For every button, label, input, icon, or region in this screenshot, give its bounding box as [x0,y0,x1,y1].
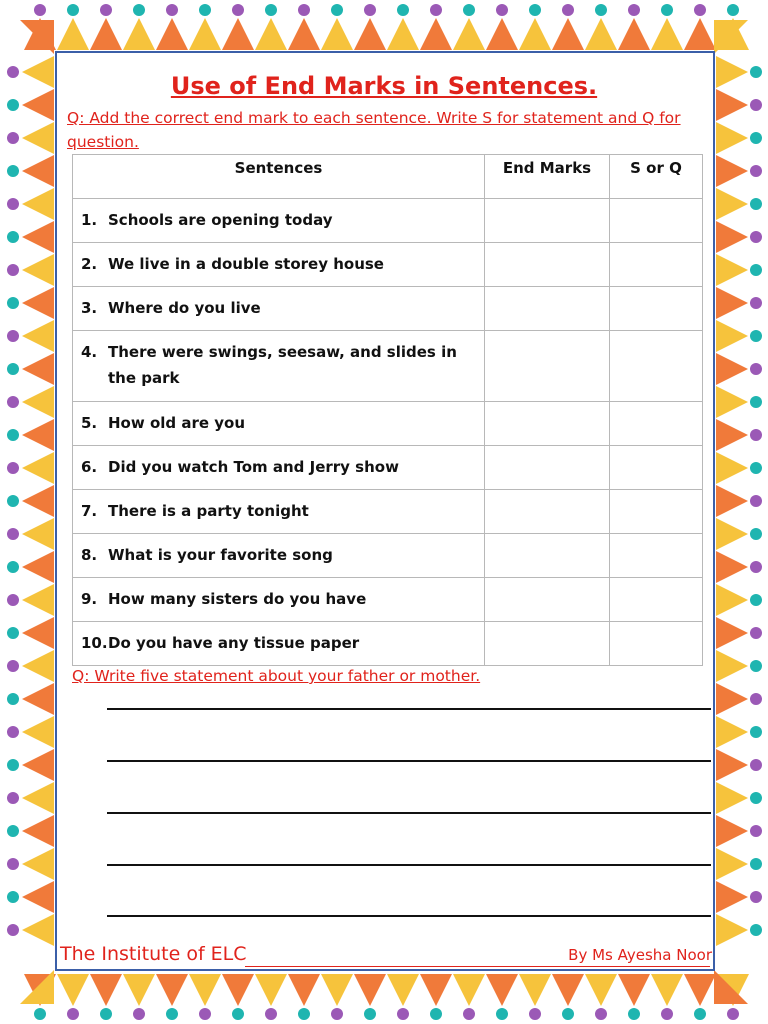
sentence-number: 6. [81,458,98,476]
border-dot [67,4,79,16]
border-dot [750,132,762,144]
border-dot [430,4,442,16]
sentence-cell [73,243,485,287]
border-dot [7,627,19,639]
border-flag [486,18,518,50]
border-flag [156,18,188,50]
border-flag [22,782,54,814]
border-flag [22,254,54,286]
border-dot [166,1008,178,1020]
border-dot [750,726,762,738]
border-flag [453,974,485,1006]
sentence-number: 7. [81,502,98,520]
border-flag [716,254,748,286]
border-dot [661,1008,673,1020]
border-flag [22,518,54,550]
writing-line[interactable] [107,864,711,866]
border-dot [67,1008,79,1020]
end-mark-answer-cell[interactable] [485,402,610,446]
question-two: Q: Write five statement about your father or mother. [72,667,481,685]
border-dot [750,891,762,903]
border-dot [595,1008,607,1020]
border-dot [694,1008,706,1020]
border-flag [288,974,320,1006]
border-flag [618,974,650,1006]
border-dot [529,4,541,16]
border-dot [750,297,762,309]
writing-line[interactable] [107,708,711,710]
s-or-q-answer-cell[interactable] [610,490,703,534]
border-dot [7,891,19,903]
border-dot [750,165,762,177]
border-dot [298,4,310,16]
border-flag [684,18,716,50]
border-flag [321,18,353,50]
border-flag [716,188,748,220]
border-flag [716,815,748,847]
border-dot [265,4,277,16]
border-flag [716,848,748,880]
border-flag [22,551,54,583]
writing-line[interactable] [107,812,711,814]
border-dot [7,462,19,474]
border-dot [199,4,211,16]
border-dot [7,132,19,144]
border-dot [750,561,762,573]
border-dot [595,4,607,16]
border-flag [22,353,54,385]
border-dot [7,825,19,837]
border-flag [22,419,54,451]
border-dot [7,561,19,573]
sentence-cell [73,287,485,331]
border-flag [716,320,748,352]
border-flag [255,974,287,1006]
border-dot [750,627,762,639]
border-dot [750,660,762,672]
table-row [73,199,703,243]
sentence-cell [73,199,485,243]
border-flag [22,452,54,484]
border-flag [123,18,155,50]
border-flag [354,18,386,50]
border-dot [7,198,19,210]
border-flag [716,386,748,418]
border-dot [397,4,409,16]
border-dot [750,495,762,507]
border-dot [34,4,46,16]
border-flag [255,18,287,50]
border-flag [552,18,584,50]
border-dot [661,4,673,16]
s-or-q-answer-cell[interactable] [610,199,703,243]
border-flag [22,749,54,781]
border-dot [100,4,112,16]
border-flag [22,848,54,880]
s-or-q-answer-cell[interactable] [610,578,703,622]
border-dot [750,231,762,243]
border-flag [354,974,386,1006]
end-mark-answer-cell[interactable] [485,490,610,534]
header-end-marks: End Marks [485,155,610,199]
writing-line[interactable] [107,760,711,762]
end-mark-answer-cell[interactable] [485,331,610,402]
border-flag [716,452,748,484]
end-mark-answer-cell[interactable] [485,534,610,578]
border-flag [22,584,54,616]
border-dot [694,4,706,16]
border-dot [562,1008,574,1020]
border-dot [364,1008,376,1020]
border-dot [7,297,19,309]
border-flag [716,617,748,649]
border-flag [22,485,54,517]
border-dot [364,4,376,16]
sentence-text: How many sisters do you have [108,590,367,608]
border-dot [331,1008,343,1020]
s-or-q-answer-cell[interactable] [610,331,703,402]
border-dot [34,1008,46,1020]
border-flag [552,974,584,1006]
end-mark-answer-cell[interactable] [485,446,610,490]
border-flag [90,974,122,1006]
border-dot [463,4,475,16]
table-row [73,287,703,331]
sentence-text: There is a party tonight [108,502,309,520]
border-dot [628,4,640,16]
border-flag [22,155,54,187]
border-dot [199,1008,211,1020]
border-flag [716,914,748,946]
sentence-cell [73,622,485,666]
sentence-cell [73,331,485,402]
end-mark-answer-cell[interactable] [485,622,610,666]
s-or-q-answer-cell[interactable] [610,534,703,578]
sentence-number: 5. [81,414,98,432]
s-or-q-answer-cell[interactable] [610,622,703,666]
border-flag [22,617,54,649]
border-flag [288,18,320,50]
border-flag [22,386,54,418]
sentence-cell [73,578,485,622]
border-dot [496,4,508,16]
border-dot [397,1008,409,1020]
sentence-number: 9. [81,590,98,608]
border-flag [22,320,54,352]
border-flag [716,716,748,748]
border-dot [750,528,762,540]
border-flag [387,974,419,1006]
border-dot [7,264,19,276]
border-flag [22,716,54,748]
table-row [73,446,703,490]
border-flag [716,353,748,385]
border-dot [727,4,739,16]
border-flag [22,815,54,847]
sentence-text: Do you have any tissue paper [108,634,360,652]
border-dot [7,693,19,705]
border-dot [496,1008,508,1020]
border-flag [22,683,54,715]
sentence-text: Schools are opening today [108,211,333,229]
border-dot [750,363,762,375]
s-or-q-answer-cell[interactable] [610,402,703,446]
sentence-number: 1. [81,211,98,229]
border-flag [90,18,122,50]
border-dot [7,660,19,672]
border-dot [331,4,343,16]
border-dot [750,99,762,111]
border-dot [750,759,762,771]
s-or-q-answer-cell[interactable] [610,243,703,287]
border-flag [22,287,54,319]
sentence-text: What is your favorite song [108,546,333,564]
border-flag [684,974,716,1006]
border-flag [716,584,748,616]
border-flag [156,974,188,1006]
border-flag [585,974,617,1006]
header-sentences: Sentences [73,155,485,199]
end-mark-answer-cell[interactable] [485,578,610,622]
border-dot [750,594,762,606]
border-flag [222,974,254,1006]
page-title: Use of End Marks in Sentences. [170,72,598,100]
border-dot [298,1008,310,1020]
border-dot [750,429,762,441]
border-dot [750,330,762,342]
footer-institute: The Institute of ELC [60,943,247,965]
border-dot [750,396,762,408]
border-flag [716,881,748,913]
table-row [73,243,703,287]
border-flag [716,155,748,187]
border-flag [22,188,54,220]
border-dot [750,198,762,210]
table-row [73,490,703,534]
sentence-number: 8. [81,546,98,564]
border-flag [519,974,551,1006]
border-flag [716,122,748,154]
border-flag [716,221,748,253]
end-mark-answer-cell[interactable] [485,287,610,331]
border-flag [22,650,54,682]
border-dot [7,858,19,870]
border-dot [232,1008,244,1020]
sentence-cell [73,402,485,446]
border-flag [716,782,748,814]
border-dot [628,1008,640,1020]
border-flag [716,683,748,715]
border-flag [189,974,221,1006]
border-flag [585,18,617,50]
border-flag [123,974,155,1006]
end-mark-answer-cell[interactable] [485,199,610,243]
table-row [73,402,703,446]
border-flag [716,485,748,517]
border-dot [7,495,19,507]
sentence-text: Did you watch Tom and Jerry show [108,458,399,476]
border-flag [222,18,254,50]
s-or-q-answer-cell[interactable] [610,287,703,331]
border-dot [7,726,19,738]
header-s-or-q: S or Q [610,155,703,199]
border-flag [57,974,89,1006]
border-dot [529,1008,541,1020]
sentences-table [72,154,703,666]
sentence-text: Where do you live [108,299,261,317]
border-dot [750,693,762,705]
sentence-text: We live in a double storey house [108,255,384,273]
s-or-q-answer-cell[interactable] [610,446,703,490]
border-flag [22,881,54,913]
border-flag [716,419,748,451]
border-dot [750,792,762,804]
border-dot [133,1008,145,1020]
sentence-text: There were swings, seesaw, and slides in the park [108,343,457,387]
sentence-number: 2. [81,255,98,273]
footer-divider [245,966,710,967]
border-flag [618,18,650,50]
border-flag [387,18,419,50]
writing-line[interactable] [107,915,711,917]
border-flag [420,974,452,1006]
border-dot [7,363,19,375]
border-dot [727,1008,739,1020]
border-flag [716,749,748,781]
table-row [73,331,703,402]
border-dot [7,759,19,771]
border-flag [716,518,748,550]
border-dot [750,264,762,276]
border-dot [7,99,19,111]
question-one: Q: Add the correct end mark to each sentence. Write S for statement and Q for question. [67,109,681,151]
border-dot [7,924,19,936]
border-dot [7,396,19,408]
border-flag [651,18,683,50]
end-mark-answer-cell[interactable] [485,243,610,287]
border-flag [189,18,221,50]
border-dot [7,792,19,804]
table-row [73,578,703,622]
sentence-cell [73,534,485,578]
border-flag [716,650,748,682]
sentence-text: How old are you [108,414,246,432]
table-row [73,534,703,578]
border-dot [750,462,762,474]
border-dot [7,165,19,177]
border-dot [7,330,19,342]
border-dot [7,429,19,441]
border-dot [100,1008,112,1020]
border-flag [486,974,518,1006]
border-flag [716,287,748,319]
border-flag [321,974,353,1006]
border-flag [453,18,485,50]
border-dot [430,1008,442,1020]
border-dot [750,924,762,936]
sentence-number: 10. [81,634,108,652]
sentence-cell [73,446,485,490]
border-flag [57,18,89,50]
border-flag [420,18,452,50]
border-dot [232,4,244,16]
border-dot [7,528,19,540]
border-dot [7,231,19,243]
border-dot [265,1008,277,1020]
border-dot [7,594,19,606]
border-dot [562,4,574,16]
sentence-number: 3. [81,299,98,317]
sentence-cell [73,490,485,534]
table-header-row [73,155,703,199]
sentence-number: 4. [81,343,98,361]
border-flag [22,914,54,946]
border-dot [750,858,762,870]
border-dot [133,4,145,16]
border-flag [651,974,683,1006]
border-flag [22,221,54,253]
border-flag [519,18,551,50]
border-dot [750,825,762,837]
footer-author: By Ms Ayesha Noor [568,946,712,964]
border-flag [716,551,748,583]
table-row [73,622,703,666]
border-flag [22,122,54,154]
border-dot [463,1008,475,1020]
border-dot [166,4,178,16]
